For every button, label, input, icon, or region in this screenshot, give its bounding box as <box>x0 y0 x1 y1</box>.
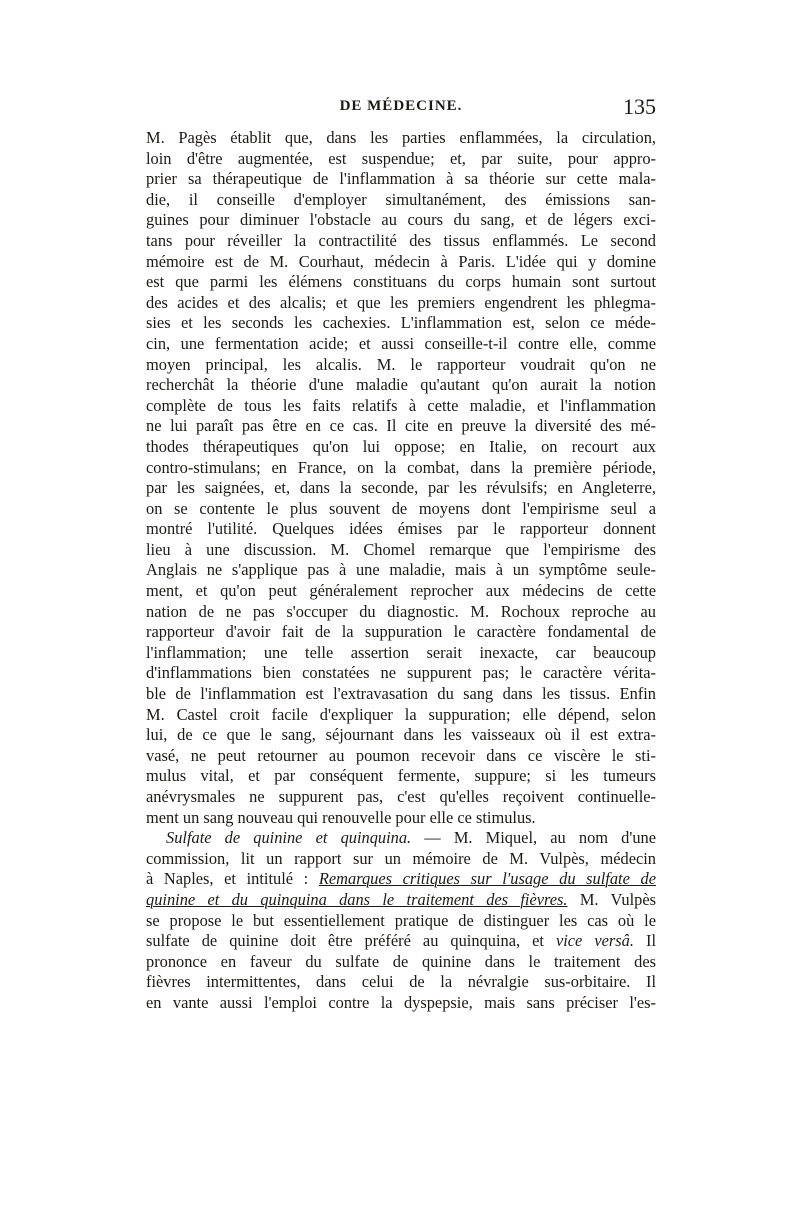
text-line: Sulfate de quinine et quinquina. — M. Miquel, au nom d'une <box>166 828 656 848</box>
body-text <box>146 128 656 1014</box>
text-line: lieu à une discussion. M. Chomel remarque que l'empirisme des <box>146 539 656 559</box>
text-line: recherchât la théorie d'une maladie qu'autant qu'on aurait la notion <box>146 375 656 395</box>
text-line: à Naples, et intitulé : Remarques critiques sur l'usage du sulfate de <box>146 869 656 889</box>
text-line: est que parmi les élémens constituans du corps humain sont surtout <box>146 272 656 292</box>
text-line: montré l'utilité. Quelques idées émises par le rapporteur donnent <box>146 519 656 539</box>
text-line: commission, lit un rapport sur un mémoire de M. Vulpès, médecin <box>146 848 656 868</box>
text-line: on se contente le plus souvent de moyens dont l'empirisme seul a <box>146 498 656 518</box>
paragraph-sulfate-quinine <box>146 828 656 1013</box>
latin-phrase: vice versâ. <box>555 931 634 951</box>
text-line: loin d'être augmentée, est suspendue; et, par suite, pour appro- <box>146 148 656 168</box>
text-line: prononce en faveur du sulfate de quinine dans le traitement des <box>146 951 656 971</box>
text-line: sies et les seconds les cachexies. L'inflammation est, selon ce méde- <box>146 313 656 333</box>
text-line: ment un sang nouveau qui renouvelle pour elle ce stimulus. <box>146 807 536 827</box>
text-line: tans pour réveiller la contractilité des tissus enflammés. Le second <box>146 230 656 250</box>
text-line: sulfate de quinine doit être préféré au quinquina, et vice versâ. Il <box>146 931 657 951</box>
text-line: prier sa thérapeutique de l'inflammation à sa théorie sur cette mala- <box>146 169 656 189</box>
text-line: die, il conseille d'employer simultanément, des émissions san- <box>146 189 656 209</box>
text-line: quinine et du quinquina dans le traitement des fièvres. M. Vulpès <box>146 889 656 909</box>
text-line: fièvres intermittentes, dans celui de la névralgie sus-orbitaire. Il <box>146 972 656 992</box>
text-line: ble de l'inflammation est l'extravasation du sang dans les tissus. Enfin <box>146 684 656 704</box>
text-line: M. Pagès établit que, dans les parties enflammées, la circulation, <box>146 128 656 147</box>
running-title: DE MÉDECINE. <box>339 98 463 114</box>
text-line: vasé, ne peut retourner au poumon recevoir dans ce viscère le sti- <box>146 745 656 765</box>
text-line: par les saignées, et, dans la seconde, par les révulsifs; en Angleterre, <box>146 478 656 498</box>
text-line: ne lui paraît pas être en ce cas. Il cite en preuve la diversité des mé- <box>146 416 656 436</box>
page-header <box>146 94 656 122</box>
text-line: complète de tous les faits relatifs à cette maladie, et l'inflammation <box>146 395 656 415</box>
paragraph-pages-theory <box>146 128 656 828</box>
text-line: des acides et des alcalis; et que les premiers engendrent les phlegma- <box>146 292 656 312</box>
text-line: d'inflammations bien constatées ne suppurent pas; le caractère vérita- <box>146 663 656 683</box>
text-line: mémoire est de M. Courhaut, médecin à Paris. L'idée qui y domine <box>146 251 656 271</box>
text-line: thodes thérapeutiques qu'on lui oppose; en Italie, on recourt aux <box>146 436 656 456</box>
text-line: M. Castel croit facile d'expliquer la suppuration; elle dépend, selon <box>146 704 656 724</box>
text-line: en vante aussi l'emploi contre la dyspepsie, mais sans préciser l'es- <box>146 992 656 1012</box>
text-line: anévrysmales ne suppurent pas, c'est qu'elles reçoivent continuelle- <box>146 787 656 806</box>
text-line: guines pour diminuer l'obstacle au cours du sang, et de légers exci- <box>146 210 656 230</box>
text-line: se propose le but essentiellement pratique de distinguer les cas où le <box>146 910 656 930</box>
memoir-title: Remarques critiques sur l'usage du sulfate de <box>318 869 656 889</box>
text-line: Anglais ne s'applique pas à une maladie, mais à un symptôme seule- <box>146 560 656 580</box>
text-line: ment, et qu'on peut généralement reprocher aux médecins de cette <box>146 581 656 601</box>
text-line: contro-stimulans; en France, on la combat, dans la première période, <box>146 457 656 477</box>
text-line: rapporteur d'avoir fait de la suppuration le caractère fondamental de <box>146 622 656 642</box>
text-line: nation de ne pas s'occuper du diagnostic. M. Rochoux reproche au <box>146 601 656 621</box>
page-number: 135 <box>623 94 656 119</box>
memoir-title-cont: quinine et du quinquina dans le traitement des fièvres. <box>146 889 568 909</box>
text-line: cin, une fermentation acide; et aussi conseille-t-il contre elle, comme <box>146 333 656 353</box>
section-title: Sulfate de quinine et quinquina. <box>166 828 412 848</box>
text-line: mulus vital, et par conséquent fermente, suppure; si les tumeurs <box>146 766 656 786</box>
text-line: lui, de ce que le sang, séjournant dans les vaisseaux où il est extra- <box>146 725 656 745</box>
text-line: moyen principal, les alcalis. M. le rapporteur voudrait qu'on ne <box>146 354 656 374</box>
text-line: l'inflammation; une telle assertion serait inexacte, car beaucoup <box>146 642 656 662</box>
